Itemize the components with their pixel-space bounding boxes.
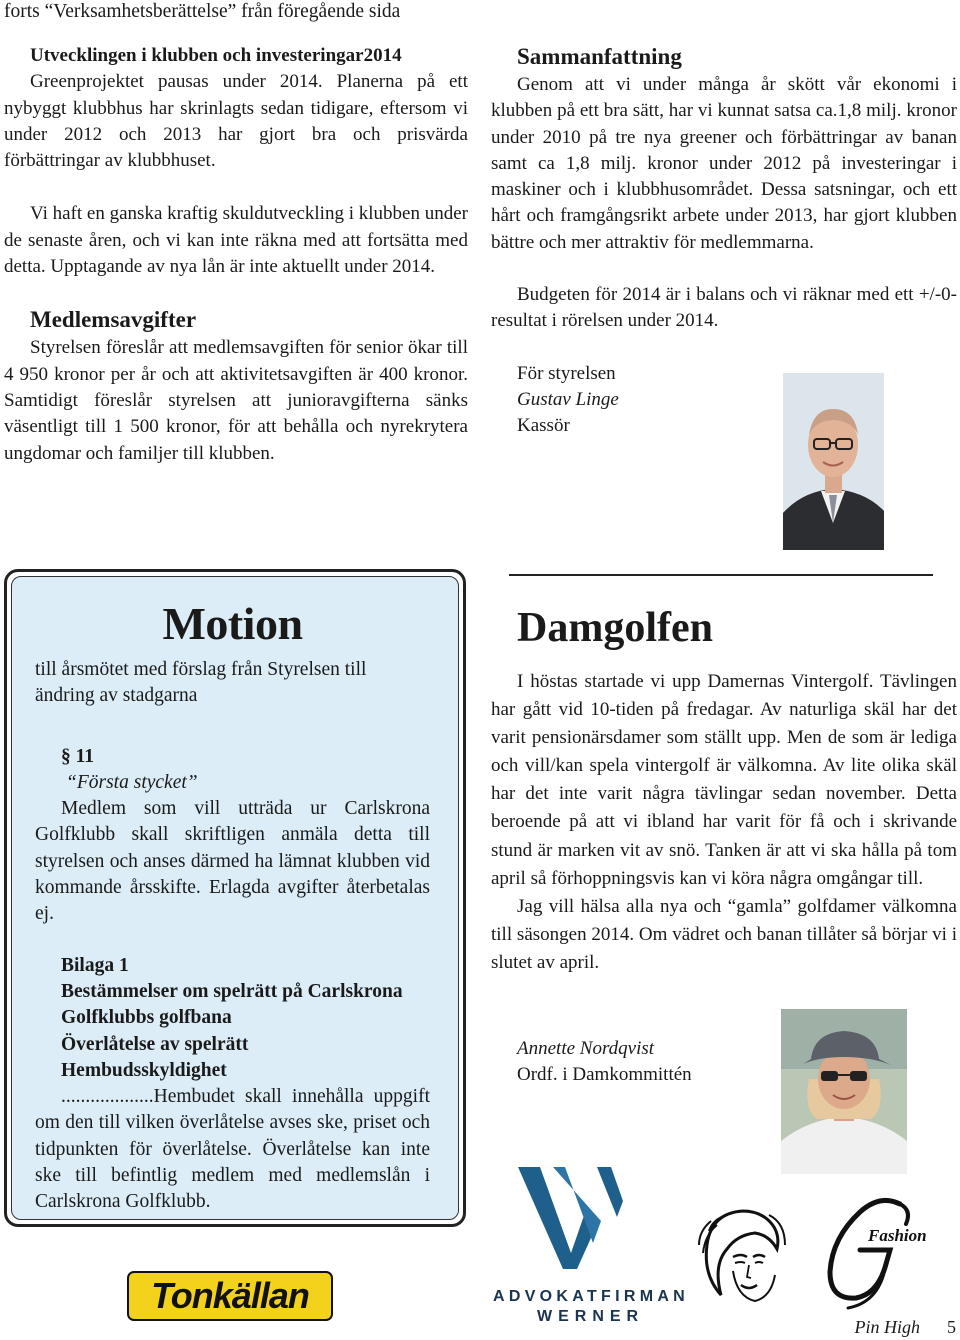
page-footer xyxy=(855,1316,957,1338)
appendix-subheading-offer: Hembudsskyldighet xyxy=(61,1059,227,1081)
hair-salon-logo xyxy=(697,1205,789,1305)
damgolf-signature-role: Ordf. i Damkommittén xyxy=(517,1064,692,1086)
summary-heading: Sammanfattning xyxy=(517,44,682,69)
g-fashion-logo xyxy=(820,1192,938,1310)
signature-line: För styrelsen xyxy=(517,362,616,384)
appendix-title: Bilaga 1 xyxy=(61,954,129,976)
tonkallan-logo-text: Tonkällan xyxy=(151,1275,309,1316)
treasurer-portrait-photo xyxy=(783,373,884,550)
motion-section-number: § 11 xyxy=(61,745,95,767)
summary-paragraph-2: Budgeten för 2014 är i balans och vi räknar med ett +/-0-resultat i rörelsen under 2014. xyxy=(491,284,957,332)
publication-name: Pin High xyxy=(854,1317,920,1337)
damgolf-signature-name: Annette Nordqvist xyxy=(517,1038,655,1059)
right-column xyxy=(491,43,957,440)
motion-title: Motion xyxy=(162,598,303,649)
motion-intro: till årsmötet med förslag från Styrelsen till ändring av stadgarna xyxy=(35,659,367,707)
advokatfirman-werner-logo xyxy=(493,1165,690,1325)
signature-role: Kassör xyxy=(517,415,570,437)
fees-heading: Medlemsavgifter xyxy=(30,307,197,333)
damgolf-body xyxy=(491,668,957,977)
g-fashion-logo-text: Fashion xyxy=(868,1226,927,1245)
damgolf-heading: Damgolfen xyxy=(517,605,713,651)
motion-box-inner xyxy=(11,576,459,1220)
woman-face-icon xyxy=(697,1205,789,1305)
damgolf-paragraph-2: Jag vill hälsa alla nya och “gamla” golfdamer välkomna till säsongen 2014. Om vädret och banan tillåter så börjar vi i slutet av april. xyxy=(491,895,957,973)
treasurer-signature xyxy=(491,361,957,440)
motion-appendix xyxy=(35,953,430,1084)
section-divider xyxy=(509,574,933,576)
werner-logo-line1: ADVOKATFIRMAN xyxy=(493,1288,690,1305)
motion-section-text: Medlem som vill utträda ur Carlskrona Golfklubb skall skriftligen anmäla detta till styrelsen och anses därmed ha lämnat klubben vid kommande årsskifte. Erlagda avgifter återbetalas ej. xyxy=(35,798,430,925)
summary-paragraph-1: Genom att vi under många år skött vår ekonomi i klubben på ett bra sätt, har vi kunnat satsa ca.1,8 milj. kronor under 2010 på tre nya greener och förbättringar av banan samt ca 1,8 milj. kronor under 2012 på investeringar i maskiner och i klubbhusområdet. Dessa satsningar, och ett hårt och framgångsrikt arbete under 2013, har gjort klubben bättre och mer attraktiv för medlemmarna. xyxy=(491,74,957,253)
motion-box xyxy=(4,569,466,1227)
development-heading: Utvecklingen i klubben och investeringar2014 xyxy=(30,45,402,66)
development-paragraph-1: Greenprojektet pausas under 2014. Planerna på ett nybyggt klubbhus har skrinlagts sedan tidigare, eftersom vi under 2012 och 2013 har gjort bra och prisvärda förbättringar av klubbhuset. xyxy=(4,71,468,172)
continued-from-previous-page: forts “Verksamhetsberättelse” från föregående sida xyxy=(4,1,401,22)
fees-paragraph: Styrelsen föreslår att medlemsavgiften för senior ökar till 4 950 kronor per år och att aktivitetsavgiften är 400 kronor. Samtidigt föreslår styrelsen att junioravgifterna sänks väsentligt till 1 500 kronor, för att behålla och nyrekrytera ungdomar och familjer till klubben. xyxy=(4,337,468,464)
damgolf-chair-portrait-photo xyxy=(781,1009,907,1174)
left-column xyxy=(4,43,468,467)
g-letter-icon xyxy=(820,1192,938,1310)
damgolf-signature xyxy=(517,1036,767,1089)
tonkallan-logo xyxy=(126,1268,334,1324)
motion-section-subtitle: “Första stycket” xyxy=(66,771,198,793)
appendix-subheading-transfer: Överlåtelse av spelrätt xyxy=(61,1033,249,1055)
werner-w-icon xyxy=(493,1165,673,1269)
signature-name: Gustav Linge xyxy=(517,388,619,410)
motion-final-text: ...................Hembudet skall innehålla uppgift om den till vilken överlåtelse avses ske, priset och tidpunkten för överlåtelse. Överlåtelse kan inte ske till befintlig medlem med medlemslån i Carlskrona Golfklubb. xyxy=(35,1086,430,1213)
damgolf-paragraph-1: I höstas startade vi upp Damernas Vintergolf. Tävlingen har gått vid 10-tiden på fredagar. Av naturliga skäl har det varit pensionärsdamer som ställt upp. Men de som är lediga och vill/kan spela vintergolf är välkomna. Av lite olika skäl har det inte varit några tävlingar sedan november. Detta beroende på att vi ibland har varit för få och i skrivande stund är marken vit av snö. Tanken är att vi ska hålla på tom april så förhoppningsvis kan vi köra några omgångar till. xyxy=(491,671,957,889)
page-number: 5 xyxy=(947,1317,956,1337)
development-paragraph-2: Vi haft en ganska kraftig skuldutveckling i klubben under de senaste åren, och vi kan inte räkna med att fortsätta med detta. Upptagande av nya lån är inte aktuellt under 2014. xyxy=(4,203,468,278)
appendix-heading: Bestämmelser om spelrätt på Carlskrona Golfklubbs golfbana xyxy=(61,980,403,1029)
werner-logo-line2: WERNER xyxy=(537,1308,645,1325)
